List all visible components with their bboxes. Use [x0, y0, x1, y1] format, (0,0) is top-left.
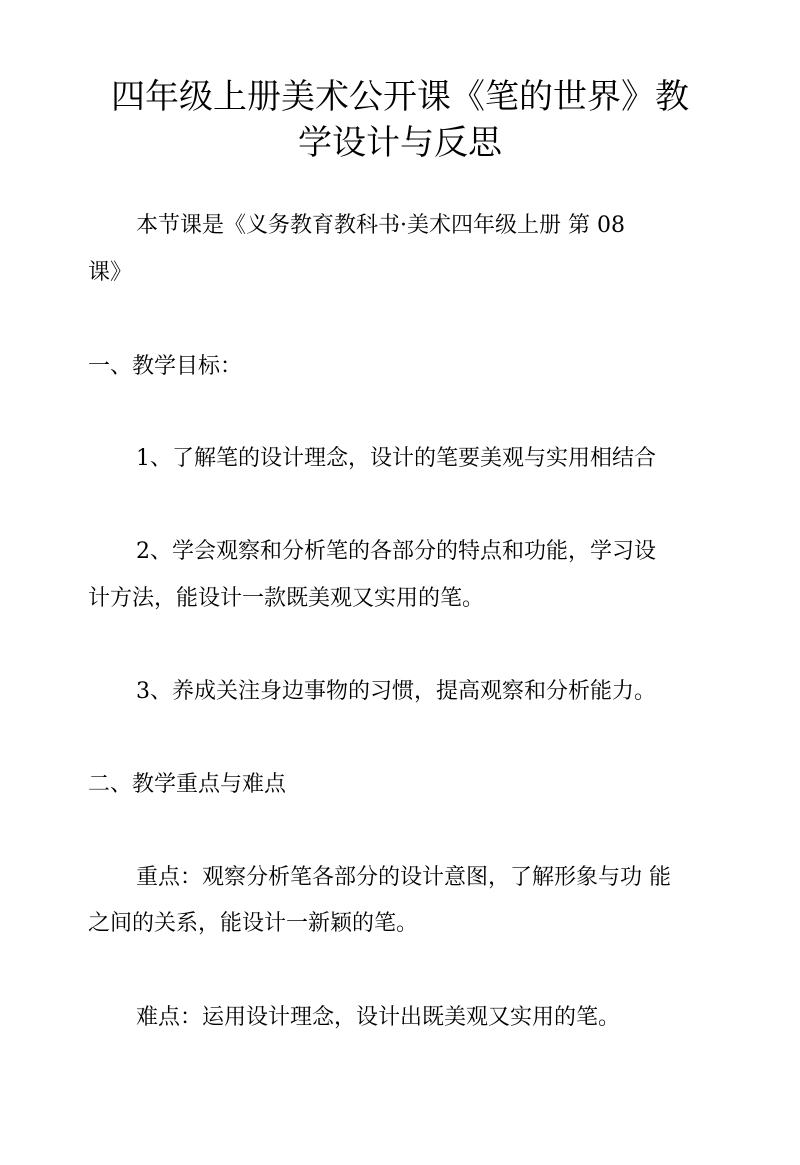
document-title	[60, 74, 740, 166]
objective-item-2-line-2: 计方法，能设计一款既美观又实用的笔。	[88, 586, 485, 611]
title-line-2: 学设计与反思	[298, 123, 502, 163]
objective-item-3: 3、养成关注身边事物的习惯，提高观察和分析能力。	[136, 679, 656, 704]
key-point-line-1: 重点：观察分析笔各部分的设计意图，了解形象与功 能	[136, 865, 671, 890]
section-heading-key-points: 二、教学重点与难点	[88, 772, 287, 797]
section-heading-objectives: 一、教学目标：	[88, 354, 243, 379]
intro-paragraph-line-1: 本节课是《义务教育教科书·美术四年级上册 第 08	[136, 213, 625, 238]
objective-item-2-line-1: 2、学会观察和分析笔的各部分的特点和功能，学习设	[136, 539, 656, 564]
intro-paragraph-line-2: 课》	[88, 260, 133, 285]
key-point-line-2: 之间的关系，能设计一新颖的笔。	[88, 911, 419, 936]
objective-item-1: 1、了解笔的设计理念，设计的笔要美观与实用相结合	[136, 446, 656, 471]
difficulty-point: 难点：运用设计理念，设计出既美观又实用的笔。	[136, 1005, 621, 1030]
title-line-1: 四年级上册美术公开课《笔的世界》教	[111, 77, 689, 117]
